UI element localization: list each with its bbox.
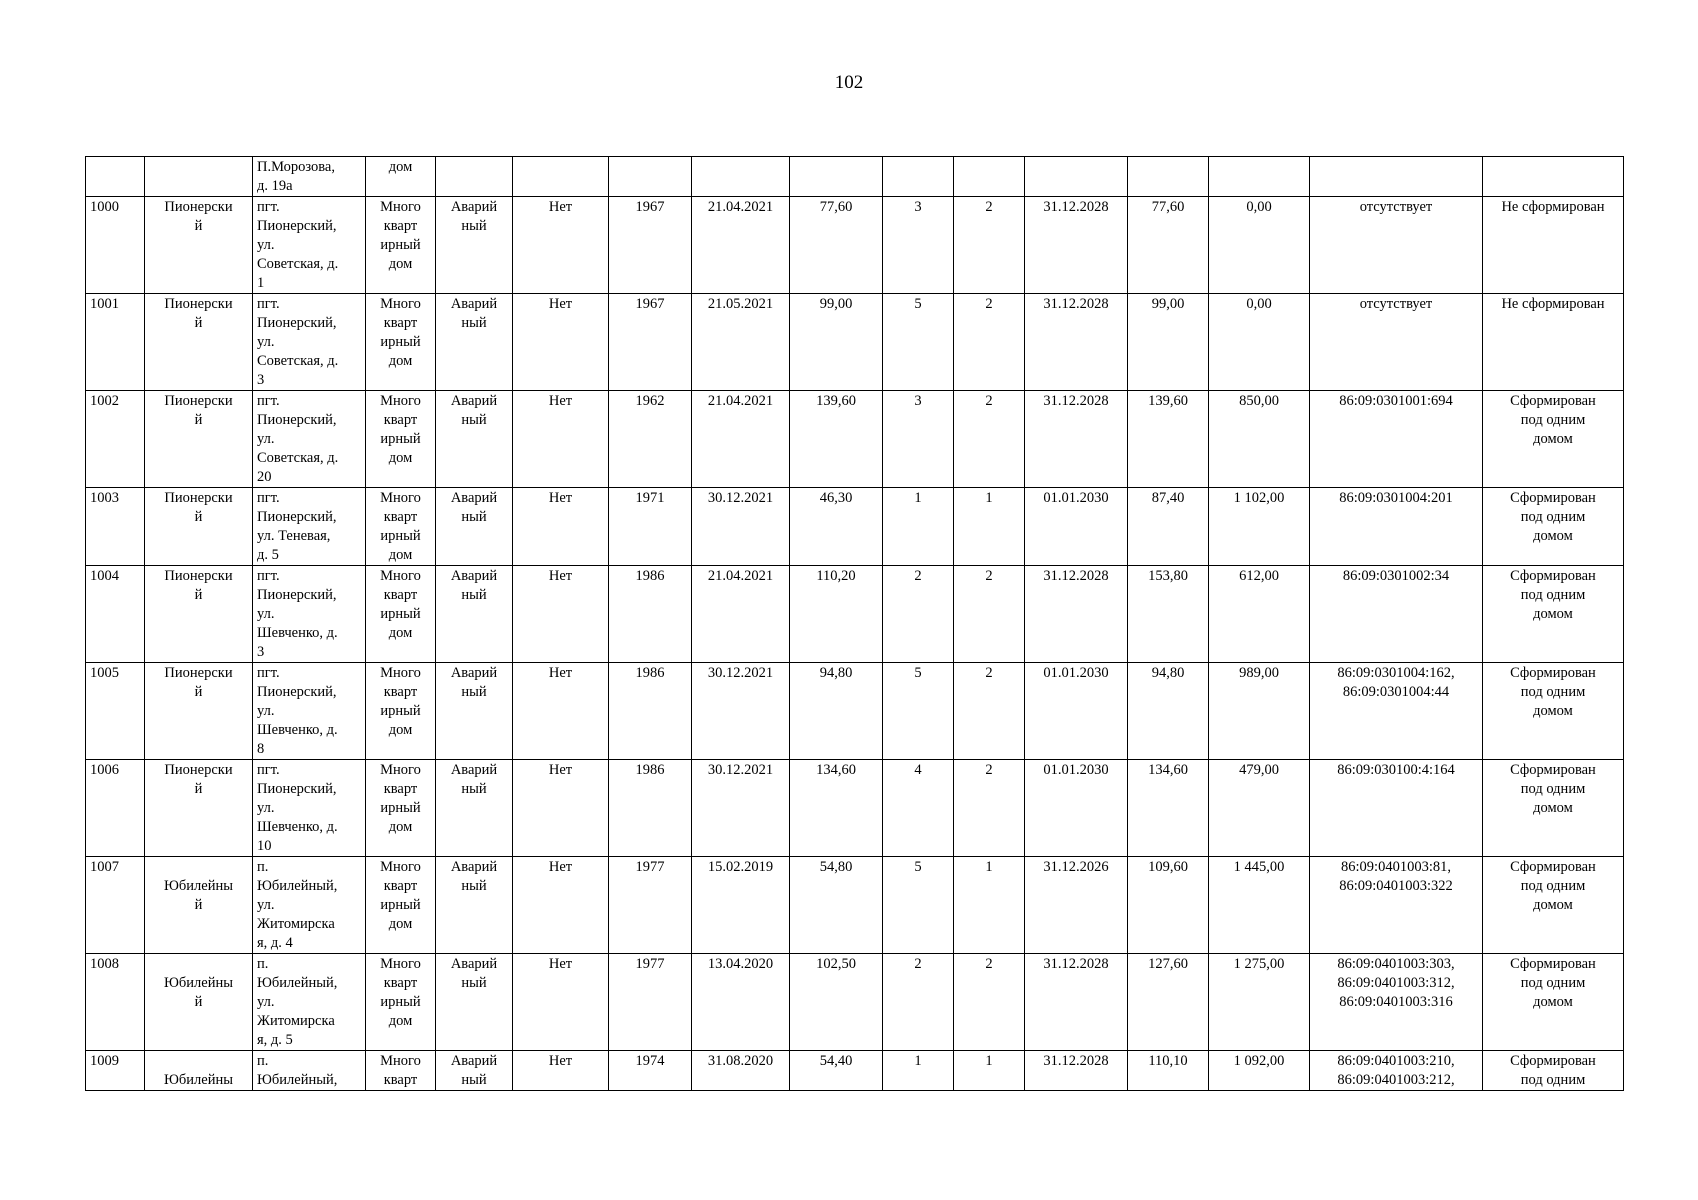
cell-n1: 5 [883, 294, 954, 391]
cell-area2: 109,60 [1128, 857, 1209, 954]
cell-settlement: Юбилейны й [145, 954, 253, 1051]
cell-settlement: Пионерски й [145, 663, 253, 760]
cell-condition: Аварий ный [436, 391, 513, 488]
cell-cadastral: 86:09:0401003:81, 86:09:0401003:322 [1310, 857, 1483, 954]
table-row [86, 391, 1624, 488]
cell-status: Сформирован под одним домом [1483, 391, 1624, 488]
table-row [86, 760, 1624, 857]
cell-num: 1009 [86, 1051, 145, 1091]
cell-flag: Нет [513, 488, 609, 566]
cell-deadline: 31.12.2028 [1025, 1051, 1128, 1091]
cell-year: 1971 [609, 488, 692, 566]
cell-house-type: Много кварт ирный дом [366, 954, 436, 1051]
cell-cadastral: отсутствует [1310, 197, 1483, 294]
cell-condition: Аварий ный [436, 954, 513, 1051]
cell-condition: Аварий ный [436, 857, 513, 954]
cell-flag [513, 157, 609, 197]
cell-date: 13.04.2020 [692, 954, 790, 1051]
cell-area1: 102,50 [790, 954, 883, 1051]
cell-area2: 87,40 [1128, 488, 1209, 566]
cell-n1: 2 [883, 954, 954, 1051]
cell-area1: 110,20 [790, 566, 883, 663]
cell-settlement: Пионерски й [145, 197, 253, 294]
cell-year [609, 157, 692, 197]
table-row [86, 857, 1624, 954]
cell-status: Сформирован под одним домом [1483, 488, 1624, 566]
cell-cadastral: 86:09:0401003:303, 86:09:0401003:312, 86:09:0401003:316 [1310, 954, 1483, 1051]
cell-settlement: Пионерски й [145, 760, 253, 857]
cell-year: 1962 [609, 391, 692, 488]
cell-num: 1000 [86, 197, 145, 294]
cell-n2: 1 [954, 857, 1025, 954]
cell-year: 1986 [609, 760, 692, 857]
cell-settlement: Пионерски й [145, 488, 253, 566]
cell-deadline [1025, 157, 1128, 197]
table-row [86, 197, 1624, 294]
cell-flag: Нет [513, 760, 609, 857]
cell-deadline: 31.12.2028 [1025, 197, 1128, 294]
cell-area1 [790, 157, 883, 197]
cell-address: пгт. Пионерский, ул. Шевченко, д. 3 [253, 566, 366, 663]
cell-year: 1986 [609, 566, 692, 663]
cell-status: Сформирован под одним домом [1483, 857, 1624, 954]
cell-deadline: 31.12.2028 [1025, 954, 1128, 1051]
table-row [86, 1051, 1624, 1091]
cell-date: 15.02.2019 [692, 857, 790, 954]
cell-house-type: дом [366, 157, 436, 197]
cell-area2: 153,80 [1128, 566, 1209, 663]
cell-status: Сформирован под одним домом [1483, 954, 1624, 1051]
cell-settlement: Юбилейны [145, 1051, 253, 1091]
table-row [86, 294, 1624, 391]
cell-condition: Аварий ный [436, 1051, 513, 1091]
cell-num: 1003 [86, 488, 145, 566]
cell-area1: 54,80 [790, 857, 883, 954]
cell-num: 1002 [86, 391, 145, 488]
cell-land-area: 612,00 [1209, 566, 1310, 663]
cell-land-area: 1 102,00 [1209, 488, 1310, 566]
cell-house-type: Много кварт ирный дом [366, 857, 436, 954]
cell-num: 1004 [86, 566, 145, 663]
cell-date: 21.05.2021 [692, 294, 790, 391]
cell-num: 1001 [86, 294, 145, 391]
cell-n1: 5 [883, 663, 954, 760]
cell-settlement [145, 157, 253, 197]
cell-date: 30.12.2021 [692, 663, 790, 760]
cell-area2: 110,10 [1128, 1051, 1209, 1091]
cell-address: пгт. Пионерский, ул. Советская, д. 20 [253, 391, 366, 488]
cell-n1 [883, 157, 954, 197]
cell-area2: 134,60 [1128, 760, 1209, 857]
cell-deadline: 01.01.2030 [1025, 760, 1128, 857]
cell-flag: Нет [513, 954, 609, 1051]
cell-house-type: Много кварт ирный дом [366, 488, 436, 566]
cell-land-area: 850,00 [1209, 391, 1310, 488]
cell-address: П.Морозова, д. 19а [253, 157, 366, 197]
table-row-continued [86, 157, 1624, 197]
cell-deadline: 01.01.2030 [1025, 663, 1128, 760]
cell-deadline: 31.12.2028 [1025, 566, 1128, 663]
cell-cadastral: 86:09:0301001:694 [1310, 391, 1483, 488]
cell-condition: Аварий ный [436, 566, 513, 663]
cell-n1: 5 [883, 857, 954, 954]
cell-n2: 1 [954, 1051, 1025, 1091]
cell-num: 1005 [86, 663, 145, 760]
cell-status: Сформирован под одним домом [1483, 760, 1624, 857]
cell-num: 1007 [86, 857, 145, 954]
cell-n1: 1 [883, 1051, 954, 1091]
cell-deadline: 31.12.2026 [1025, 857, 1128, 954]
cell-address: пгт. Пионерский, ул. Теневая, д. 5 [253, 488, 366, 566]
cell-address: пгт. Пионерский, ул. Шевченко, д. 8 [253, 663, 366, 760]
cell-land-area [1209, 157, 1310, 197]
table-row [86, 488, 1624, 566]
cell-flag: Нет [513, 294, 609, 391]
cell-deadline: 31.12.2028 [1025, 294, 1128, 391]
cell-area1: 139,60 [790, 391, 883, 488]
cell-year: 1967 [609, 197, 692, 294]
cell-area1: 134,60 [790, 760, 883, 857]
cell-status: Сформирован под одним домом [1483, 566, 1624, 663]
cell-num [86, 157, 145, 197]
cell-area2: 94,80 [1128, 663, 1209, 760]
cell-land-area: 0,00 [1209, 197, 1310, 294]
cell-year: 1967 [609, 294, 692, 391]
cell-area1: 77,60 [790, 197, 883, 294]
cell-area2: 99,00 [1128, 294, 1209, 391]
cell-condition: Аварий ный [436, 488, 513, 566]
cell-condition [436, 157, 513, 197]
cell-num: 1008 [86, 954, 145, 1051]
cell-condition: Аварий ный [436, 663, 513, 760]
cell-land-area: 1 445,00 [1209, 857, 1310, 954]
cell-settlement: Юбилейны й [145, 857, 253, 954]
cell-area1: 94,80 [790, 663, 883, 760]
table-row [86, 566, 1624, 663]
cell-status: Сформирован под одним домом [1483, 663, 1624, 760]
cell-condition: Аварий ный [436, 197, 513, 294]
cell-area2: 77,60 [1128, 197, 1209, 294]
table-row [86, 954, 1624, 1051]
cell-n2: 2 [954, 197, 1025, 294]
cell-cadastral: 86:09:0301002:34 [1310, 566, 1483, 663]
cell-area2: 127,60 [1128, 954, 1209, 1051]
cell-cadastral [1310, 157, 1483, 197]
cell-n2: 1 [954, 488, 1025, 566]
cell-date: 21.04.2021 [692, 566, 790, 663]
cell-cadastral: 86:09:030100:4:164 [1310, 760, 1483, 857]
cell-n1: 1 [883, 488, 954, 566]
cell-condition: Аварий ный [436, 760, 513, 857]
cell-address: пгт. Пионерский, ул. Шевченко, д. 10 [253, 760, 366, 857]
cell-cadastral: 86:09:0301004:162, 86:09:0301004:44 [1310, 663, 1483, 760]
cell-deadline: 01.01.2030 [1025, 488, 1128, 566]
cell-date: 30.12.2021 [692, 760, 790, 857]
cell-n2: 2 [954, 391, 1025, 488]
cell-land-area: 479,00 [1209, 760, 1310, 857]
cell-status [1483, 157, 1624, 197]
cell-flag: Нет [513, 566, 609, 663]
cell-house-type: Много кварт ирный дом [366, 197, 436, 294]
cell-n2: 2 [954, 663, 1025, 760]
cell-settlement: Пионерски й [145, 391, 253, 488]
cell-n1: 3 [883, 197, 954, 294]
cell-n2: 2 [954, 760, 1025, 857]
cell-year: 1977 [609, 857, 692, 954]
cell-cadastral: 86:09:0301004:201 [1310, 488, 1483, 566]
cell-house-type: Много кварт [366, 1051, 436, 1091]
cell-area1: 54,40 [790, 1051, 883, 1091]
cell-address: п. Юбилейный, [253, 1051, 366, 1091]
cell-status: Не сформирован [1483, 197, 1624, 294]
cell-house-type: Много кварт ирный дом [366, 566, 436, 663]
cell-flag: Нет [513, 197, 609, 294]
cell-year: 1974 [609, 1051, 692, 1091]
cell-land-area: 1 275,00 [1209, 954, 1310, 1051]
cell-n2: 2 [954, 294, 1025, 391]
cell-flag: Нет [513, 391, 609, 488]
cell-house-type: Много кварт ирный дом [366, 760, 436, 857]
cell-num: 1006 [86, 760, 145, 857]
cell-cadastral: отсутствует [1310, 294, 1483, 391]
cell-flag: Нет [513, 663, 609, 760]
cell-year: 1986 [609, 663, 692, 760]
table-row [86, 663, 1624, 760]
cell-status: Не сформирован [1483, 294, 1624, 391]
cell-land-area: 1 092,00 [1209, 1051, 1310, 1091]
cell-settlement: Пионерски й [145, 566, 253, 663]
cell-flag: Нет [513, 857, 609, 954]
table-body [86, 157, 1624, 1091]
cell-area1: 46,30 [790, 488, 883, 566]
cell-house-type: Много кварт ирный дом [366, 391, 436, 488]
cell-year: 1977 [609, 954, 692, 1051]
cell-settlement: Пионерски й [145, 294, 253, 391]
cell-date: 21.04.2021 [692, 391, 790, 488]
cell-n2: 2 [954, 954, 1025, 1051]
cell-date: 31.08.2020 [692, 1051, 790, 1091]
cell-n1: 4 [883, 760, 954, 857]
cell-deadline: 31.12.2028 [1025, 391, 1128, 488]
page-number: 102 [834, 72, 864, 93]
cell-flag: Нет [513, 1051, 609, 1091]
cell-address: п. Юбилейный, ул. Житомирска я, д. 5 [253, 954, 366, 1051]
cell-date [692, 157, 790, 197]
cell-house-type: Много кварт ирный дом [366, 294, 436, 391]
cell-cadastral: 86:09:0401003:210, 86:09:0401003:212, [1310, 1051, 1483, 1091]
cell-date: 30.12.2021 [692, 488, 790, 566]
cell-address: п. Юбилейный, ул. Житомирска я, д. 4 [253, 857, 366, 954]
cell-address: пгт. Пионерский, ул. Советская, д. 1 [253, 197, 366, 294]
cell-area1: 99,00 [790, 294, 883, 391]
cell-land-area: 989,00 [1209, 663, 1310, 760]
cell-address: пгт. Пионерский, ул. Советская, д. 3 [253, 294, 366, 391]
cell-condition: Аварий ный [436, 294, 513, 391]
cell-status: Сформирован под одним [1483, 1051, 1624, 1091]
cell-n2 [954, 157, 1025, 197]
cell-n1: 3 [883, 391, 954, 488]
cell-date: 21.04.2021 [692, 197, 790, 294]
cell-land-area: 0,00 [1209, 294, 1310, 391]
cell-n2: 2 [954, 566, 1025, 663]
housing-registry-table [85, 156, 1624, 1091]
cell-n1: 2 [883, 566, 954, 663]
cell-area2: 139,60 [1128, 391, 1209, 488]
cell-area2 [1128, 157, 1209, 197]
cell-house-type: Много кварт ирный дом [366, 663, 436, 760]
